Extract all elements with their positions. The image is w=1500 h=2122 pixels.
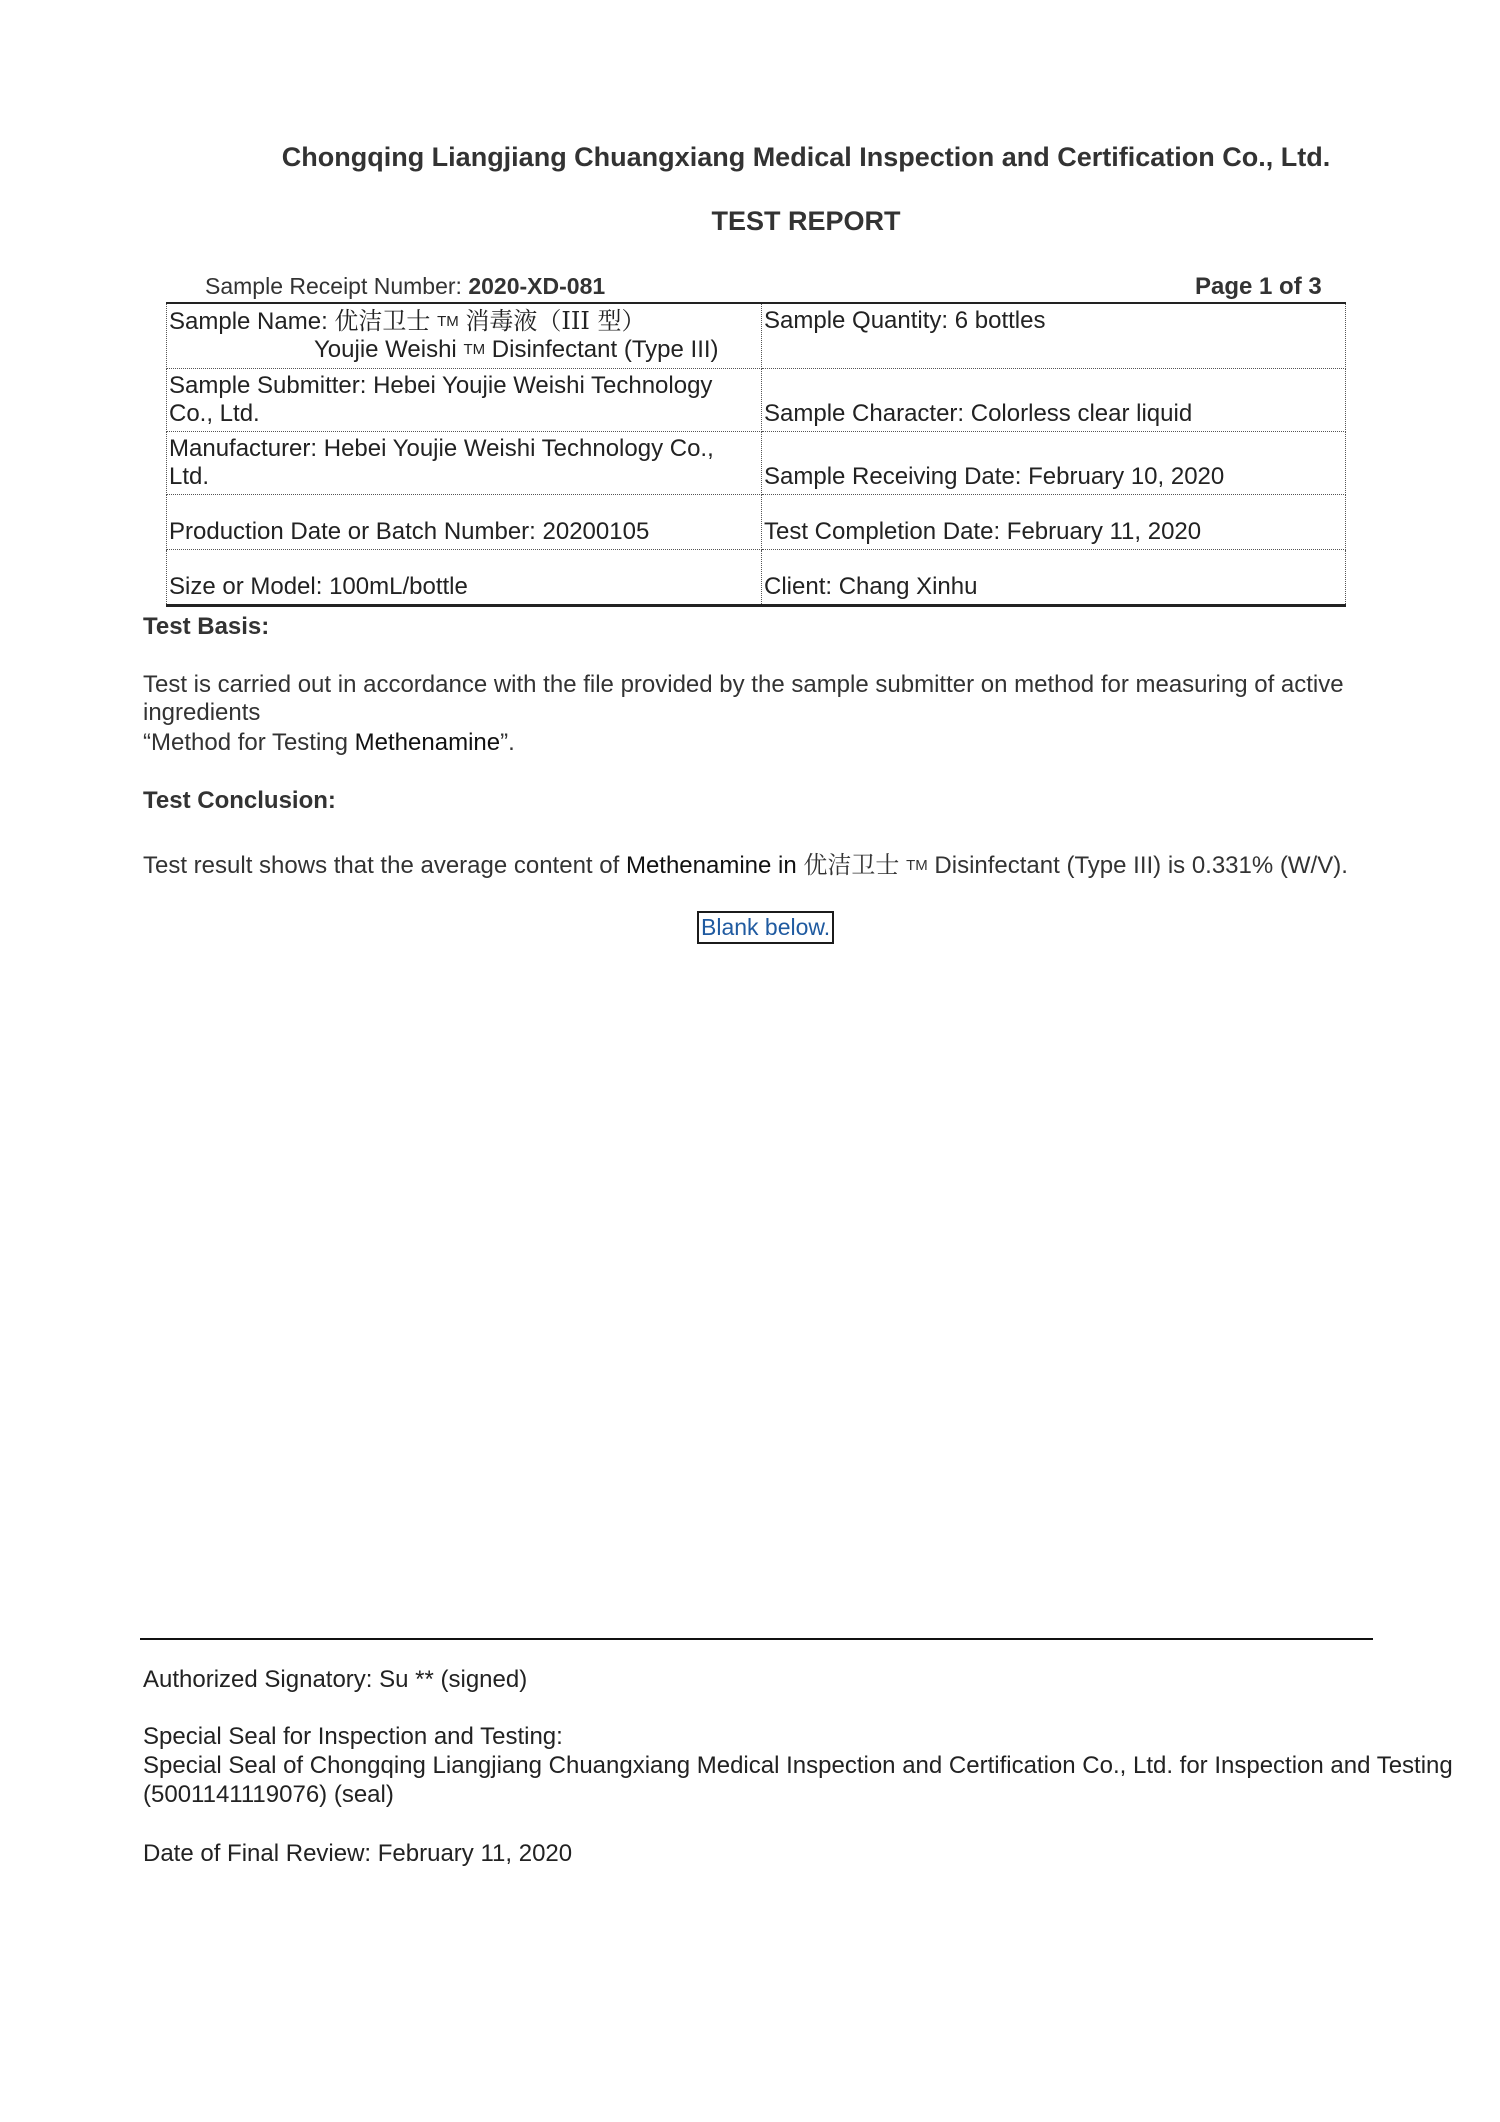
conclusion-text-a: Test result shows that the average content of <box>143 852 626 879</box>
blank-below-box: Blank below. <box>697 911 834 944</box>
sample-name-en-2: Disinfectant (Type III) <box>491 336 719 363</box>
table-row <box>167 303 1346 369</box>
final-review-date: Date of Final Review: February 11, 2020 <box>143 1840 573 1867</box>
table-cell: Sample Submitter: Hebei Youjie Weishi Technology Co., Ltd. <box>167 369 762 432</box>
receipt-label: Sample Receipt Number: <box>205 273 469 299</box>
table-cell: Manufacturer: Hebei Youjie Weishi Technology Co., Ltd. <box>167 432 762 495</box>
test-conclusion-text <box>143 845 1393 880</box>
trademark-mark: TM <box>463 341 486 358</box>
sample-name-label: Sample Name: <box>169 308 335 335</box>
table-row <box>167 550 1346 606</box>
table-cell: Production Date or Batch Number: 20200105 <box>167 495 762 550</box>
sample-name-cn-1: 优洁卫士 <box>334 307 431 335</box>
organization-title: Chongqing Liangjiang Chuangxiang Medical Inspection and Certification Co., Ltd. <box>281 142 1331 172</box>
test-basis-line-1: Test is carried out in accordance with the file provided by the sample submitter on method for measuring of active ingredients <box>143 671 1344 726</box>
footer-divider <box>140 1638 1373 1640</box>
seal-description-line-2: (5001141119076) (seal) <box>143 1781 394 1808</box>
sample-name-cell <box>167 303 762 369</box>
trademark-mark: TM <box>437 313 459 330</box>
receipt-number-line <box>205 273 605 300</box>
test-basis-line-2 <box>143 729 1393 757</box>
sample-info-table <box>166 302 1346 607</box>
conclusion-text-c: Disinfectant (Type III) is 0.331% (W/V). <box>927 852 1348 879</box>
test-basis-text-c: ”. <box>500 729 515 756</box>
conclusion-cn-name: 优洁卫士 <box>803 851 900 879</box>
sample-name-en-1: Youjie Weishi <box>314 336 457 363</box>
report-title: TEST REPORT <box>711 206 901 236</box>
seal-heading: Special Seal for Inspection and Testing: <box>143 1723 563 1750</box>
sample-quantity-cell: Sample Quantity: 6 bottles <box>762 303 1346 369</box>
test-basis-text-a: “Method for Testing <box>143 729 355 756</box>
trademark-mark: TM <box>906 857 928 874</box>
sample-name-cn-2: 消毒液（III 型） <box>465 307 646 335</box>
table-cell: Test Completion Date: February 11, 2020 <box>762 495 1346 550</box>
table-row <box>167 495 1346 550</box>
table-cell: Sample Receiving Date: February 10, 2020 <box>762 432 1346 495</box>
receipt-number: 2020-XD-081 <box>468 273 606 299</box>
table-row <box>167 432 1346 495</box>
authorized-signatory: Authorized Signatory: Su ** (signed) <box>143 1666 528 1693</box>
test-basis-methenamine: Methenamine <box>354 729 501 756</box>
table-cell: Sample Character: Colorless clear liquid <box>762 369 1346 432</box>
table-cell: Size or Model: 100mL/bottle <box>167 550 762 606</box>
seal-description-line-1: Special Seal of Chongqing Liangjiang Chuangxiang Medical Inspection and Certification Co., Ltd. for Inspection and Testing <box>143 1752 1453 1779</box>
sample-name-en <box>169 336 759 364</box>
table-cell: Client: Chang Xinhu <box>762 550 1346 606</box>
test-basis-heading: Test Basis: <box>143 613 270 640</box>
test-conclusion-heading: Test Conclusion: <box>143 787 336 814</box>
table-row <box>167 369 1346 432</box>
conclusion-methenamine: Methenamine in <box>625 852 804 879</box>
page-indicator: Page 1 of 3 <box>1195 273 1322 300</box>
